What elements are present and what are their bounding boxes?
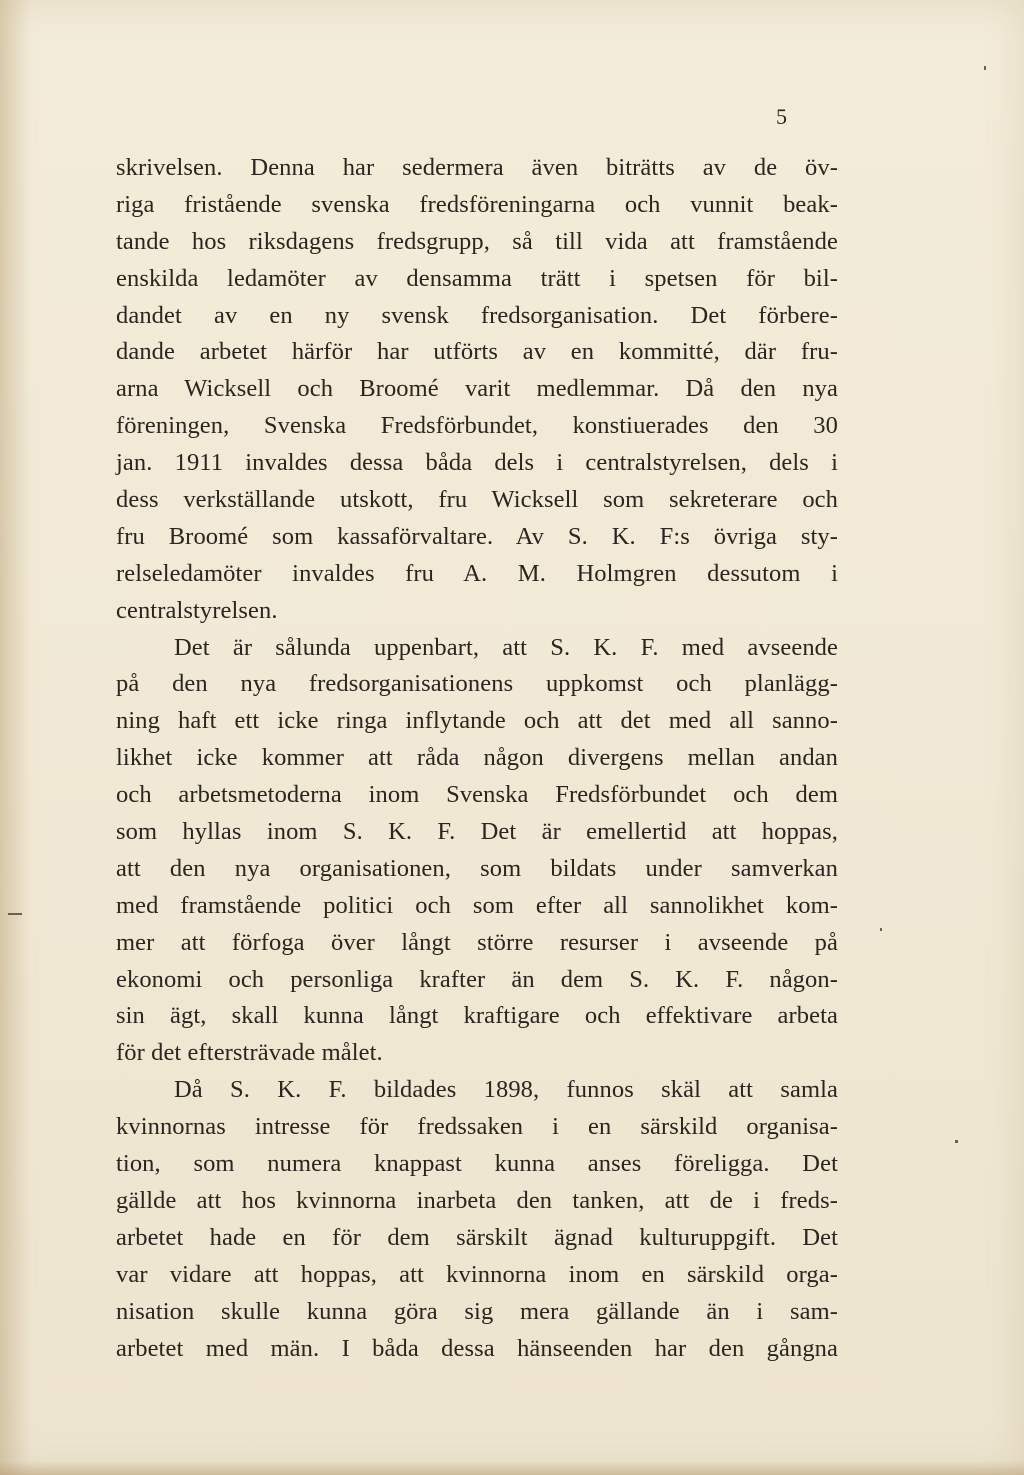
text-line: arbetet med män. I båda dessa hänseenden har den gångna (116, 1334, 838, 1362)
text-line: skrivelsen. Denna har sedermera även biträtts av de öv- (116, 154, 838, 181)
text-line: kvinnornas intresse för fredssaken i en särskild organisa- (116, 1113, 838, 1141)
text-line: nisation skulle kunna göra sig mera gällande än i sam- (116, 1297, 838, 1325)
page-edge-shading-bottom (0, 1461, 1024, 1475)
text-line: relseledamöter invaldes fru A. M. Holmgren dessutom i (116, 559, 838, 587)
text-line: Det är sålunda uppenbart, att S. K. F. med avseende (174, 633, 838, 661)
text-line: tion, som numera knappast kunna anses föreligga. Det (116, 1150, 838, 1178)
text-line: dess verkställande utskott, fru Wicksell som sekreterare och (116, 486, 838, 514)
text-line: var vidare att hoppas, att kvinnorna inom en särskild orga- (116, 1260, 838, 1288)
text-line: likhet icke kommer att råda någon divergens mellan andan (116, 744, 838, 772)
text-line: på den nya fredsorganisationens uppkomst och planlägg- (116, 670, 838, 698)
text-line: gällde att hos kvinnorna inarbeta den tanken, att de i freds- (116, 1186, 838, 1214)
margin-speck (880, 928, 882, 931)
text-line: arbetet hade en för dem särskilt ägnad kulturuppgift. Det (116, 1223, 838, 1251)
text-line: tande hos riksdagens fredsgrupp, så till vida att framstående (116, 227, 838, 255)
text-line: som hyllas inom S. K. F. Det är emellertid att hoppas, (116, 818, 838, 846)
text-line: arna Wicksell och Broomé varit medlemmar. Då den nya (116, 375, 838, 403)
text-line: för det eftersträvade målet. (116, 1039, 383, 1067)
text-line: dande arbetet härför har utförts av en kommitté, där fru- (116, 338, 838, 366)
text-line: jan. 1911 invaldes dessa båda dels i centralstyrelsen, dels i (116, 449, 838, 477)
text-line: enskilda ledamöter av densamma trätt i spetsen för bil- (116, 264, 838, 292)
text-line: föreningen, Svenska Fredsförbundet, konstiuerades den 30 (116, 412, 838, 440)
text-line: fru Broomé som kassaförvaltare. Av S. K. F:s övriga sty- (116, 522, 838, 550)
text-line: ning haft ett icke ringa inflytande och att det med all sanno- (116, 707, 838, 735)
body-text (116, 150, 838, 1367)
margin-mark (8, 913, 22, 915)
page-number: 5 (776, 104, 787, 129)
page-edge-shading-left (0, 0, 30, 1475)
text-line: riga fristående svenska fredsföreningarna och vunnit beak- (116, 190, 838, 218)
text-line: dandet av en ny svensk fredsorganisation. Det förbere- (116, 301, 838, 329)
text-line: med framstående politici och som efter all sannolikhet kom- (116, 891, 838, 919)
text-line: sin ägt, skall kunna långt kraftigare och effektivare arbeta (116, 1002, 838, 1030)
text-line: Då S. K. F. bildades 1898, funnos skäl att samla (174, 1076, 838, 1104)
margin-speck (955, 1140, 958, 1143)
text-line: ekonomi och personliga krafter än dem S. K. F. någon- (116, 965, 838, 993)
text-line: centralstyrelsen. (116, 596, 278, 624)
text-line: och arbetsmetoderna inom Svenska Fredsförbundet och dem (116, 781, 838, 809)
margin-speck (984, 66, 986, 70)
text-line: att den nya organisationen, som bildats under samverkan (116, 854, 838, 882)
text-line: mer att förfoga över långt större resurser i avseende på (116, 928, 838, 956)
